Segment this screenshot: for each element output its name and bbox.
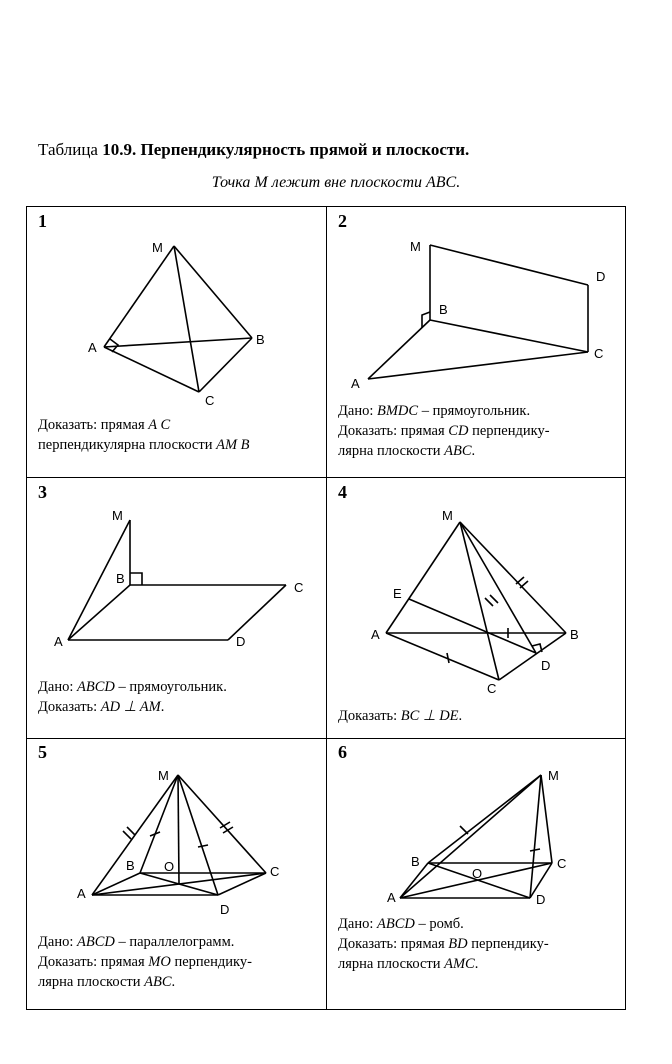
caption-text: – прямоугольник.	[418, 403, 531, 419]
caption-line	[338, 914, 549, 934]
caption-text: .	[458, 708, 463, 724]
edge-MD	[530, 775, 541, 898]
caption-text: AM B	[216, 437, 250, 453]
cell-2-number: 2	[338, 211, 347, 231]
caption-text: Дано:	[38, 679, 77, 695]
caption-text: лярна плоскости	[338, 443, 445, 459]
point-label-A: A	[371, 627, 380, 642]
point-label-C: C	[294, 580, 304, 595]
point-label-O: O	[472, 866, 483, 881]
caption-text: – параллелограмм.	[114, 934, 235, 950]
caption-text: .	[474, 956, 479, 972]
edge-MB	[428, 775, 541, 863]
point-label-B: B	[411, 854, 420, 869]
point-label-B: B	[256, 332, 265, 347]
caption-line	[338, 954, 549, 974]
title-bold: 10.9. Перпендикулярность прямой и плоскости.	[102, 140, 470, 159]
caption-text: Доказать:	[338, 708, 401, 724]
point-label-A: A	[88, 340, 97, 355]
caption-text: MO	[148, 954, 171, 970]
caption-text: перпендикулярна плоскости	[38, 437, 217, 453]
point-label-M: M	[442, 508, 453, 523]
caption-text: – ромб.	[414, 916, 464, 932]
edge-MC	[541, 775, 552, 863]
caption-text: ABC	[144, 974, 172, 990]
caption-text: AMC	[444, 956, 475, 972]
caption-text: Дано:	[338, 403, 377, 419]
point-label-O: O	[164, 859, 175, 874]
caption-text: лярна плоскости	[38, 974, 145, 990]
caption-text: BMDC	[377, 403, 419, 419]
point-label-D: D	[596, 269, 606, 284]
point-label-B: B	[439, 302, 448, 317]
point-label-D: D	[220, 902, 230, 917]
caption-line	[338, 934, 549, 954]
caption-text: ABCD	[377, 916, 415, 932]
caption-text: .	[160, 699, 165, 715]
tick-mark	[530, 849, 540, 851]
point-label-D: D	[536, 892, 546, 907]
cell-6-number: 6	[338, 742, 347, 762]
cell-1-number: 1	[38, 211, 47, 231]
point-label-M: M	[152, 240, 163, 255]
point-label-C: C	[594, 346, 604, 361]
edge-MA	[400, 775, 541, 898]
point-label-A: A	[387, 890, 396, 905]
caption-text: .	[471, 443, 476, 459]
point-label-C: C	[270, 864, 280, 879]
caption-text: – прямоугольник.	[114, 679, 227, 695]
caption-text: .	[171, 974, 176, 990]
caption-text: Доказать: прямая	[338, 936, 449, 952]
caption-text: AD ⊥ AM	[100, 699, 161, 715]
caption-text: перпендику-	[170, 954, 252, 970]
caption-text: ABCD	[77, 934, 115, 950]
point-label-D: D	[541, 658, 551, 673]
caption-text: Доказать: прямая	[338, 423, 449, 439]
point-label-B: B	[570, 627, 579, 642]
point-label-M: M	[112, 508, 123, 523]
point-label-D: D	[236, 634, 246, 649]
title-prefix: Таблица	[38, 140, 103, 159]
caption-text: Дано:	[38, 934, 77, 950]
point-label-E: E	[393, 586, 402, 601]
cell-4-number: 4	[338, 482, 347, 502]
point-label-M: M	[158, 768, 169, 783]
point-label-C: C	[487, 681, 497, 696]
point-label-C: C	[557, 856, 567, 871]
caption-text: перпендику-	[468, 423, 550, 439]
caption-text: Дано:	[338, 916, 377, 932]
caption-text: перпендику-	[467, 936, 549, 952]
caption-text: ABCD	[77, 679, 115, 695]
caption-text: Доказать: прямая	[38, 954, 149, 970]
caption-text: BC ⊥ DE	[400, 708, 459, 724]
point-label-B: B	[116, 571, 125, 586]
caption-text: Доказать: прямая	[38, 417, 149, 433]
tick-mark	[460, 826, 468, 834]
caption-text: CD	[448, 423, 469, 439]
point-label-M: M	[548, 768, 559, 783]
point-label-A: A	[351, 376, 360, 391]
caption-text: A C	[148, 417, 171, 433]
point-label-A: A	[54, 634, 63, 649]
caption-text: Доказать:	[38, 699, 101, 715]
cell-3-number: 3	[38, 482, 47, 502]
point-label-A: A	[77, 886, 86, 901]
caption-text: BD	[448, 936, 468, 952]
caption-text: ABC	[444, 443, 472, 459]
caption-text: лярна плоскости	[338, 956, 445, 972]
point-label-C: C	[205, 393, 215, 408]
point-label-B: B	[126, 858, 135, 873]
cell-6-caption	[338, 914, 549, 974]
table-subtitle: Точка M лежит вне плоскости ABC.	[211, 174, 461, 191]
cell-5-number: 5	[38, 742, 47, 762]
point-label-M: M	[410, 239, 421, 254]
